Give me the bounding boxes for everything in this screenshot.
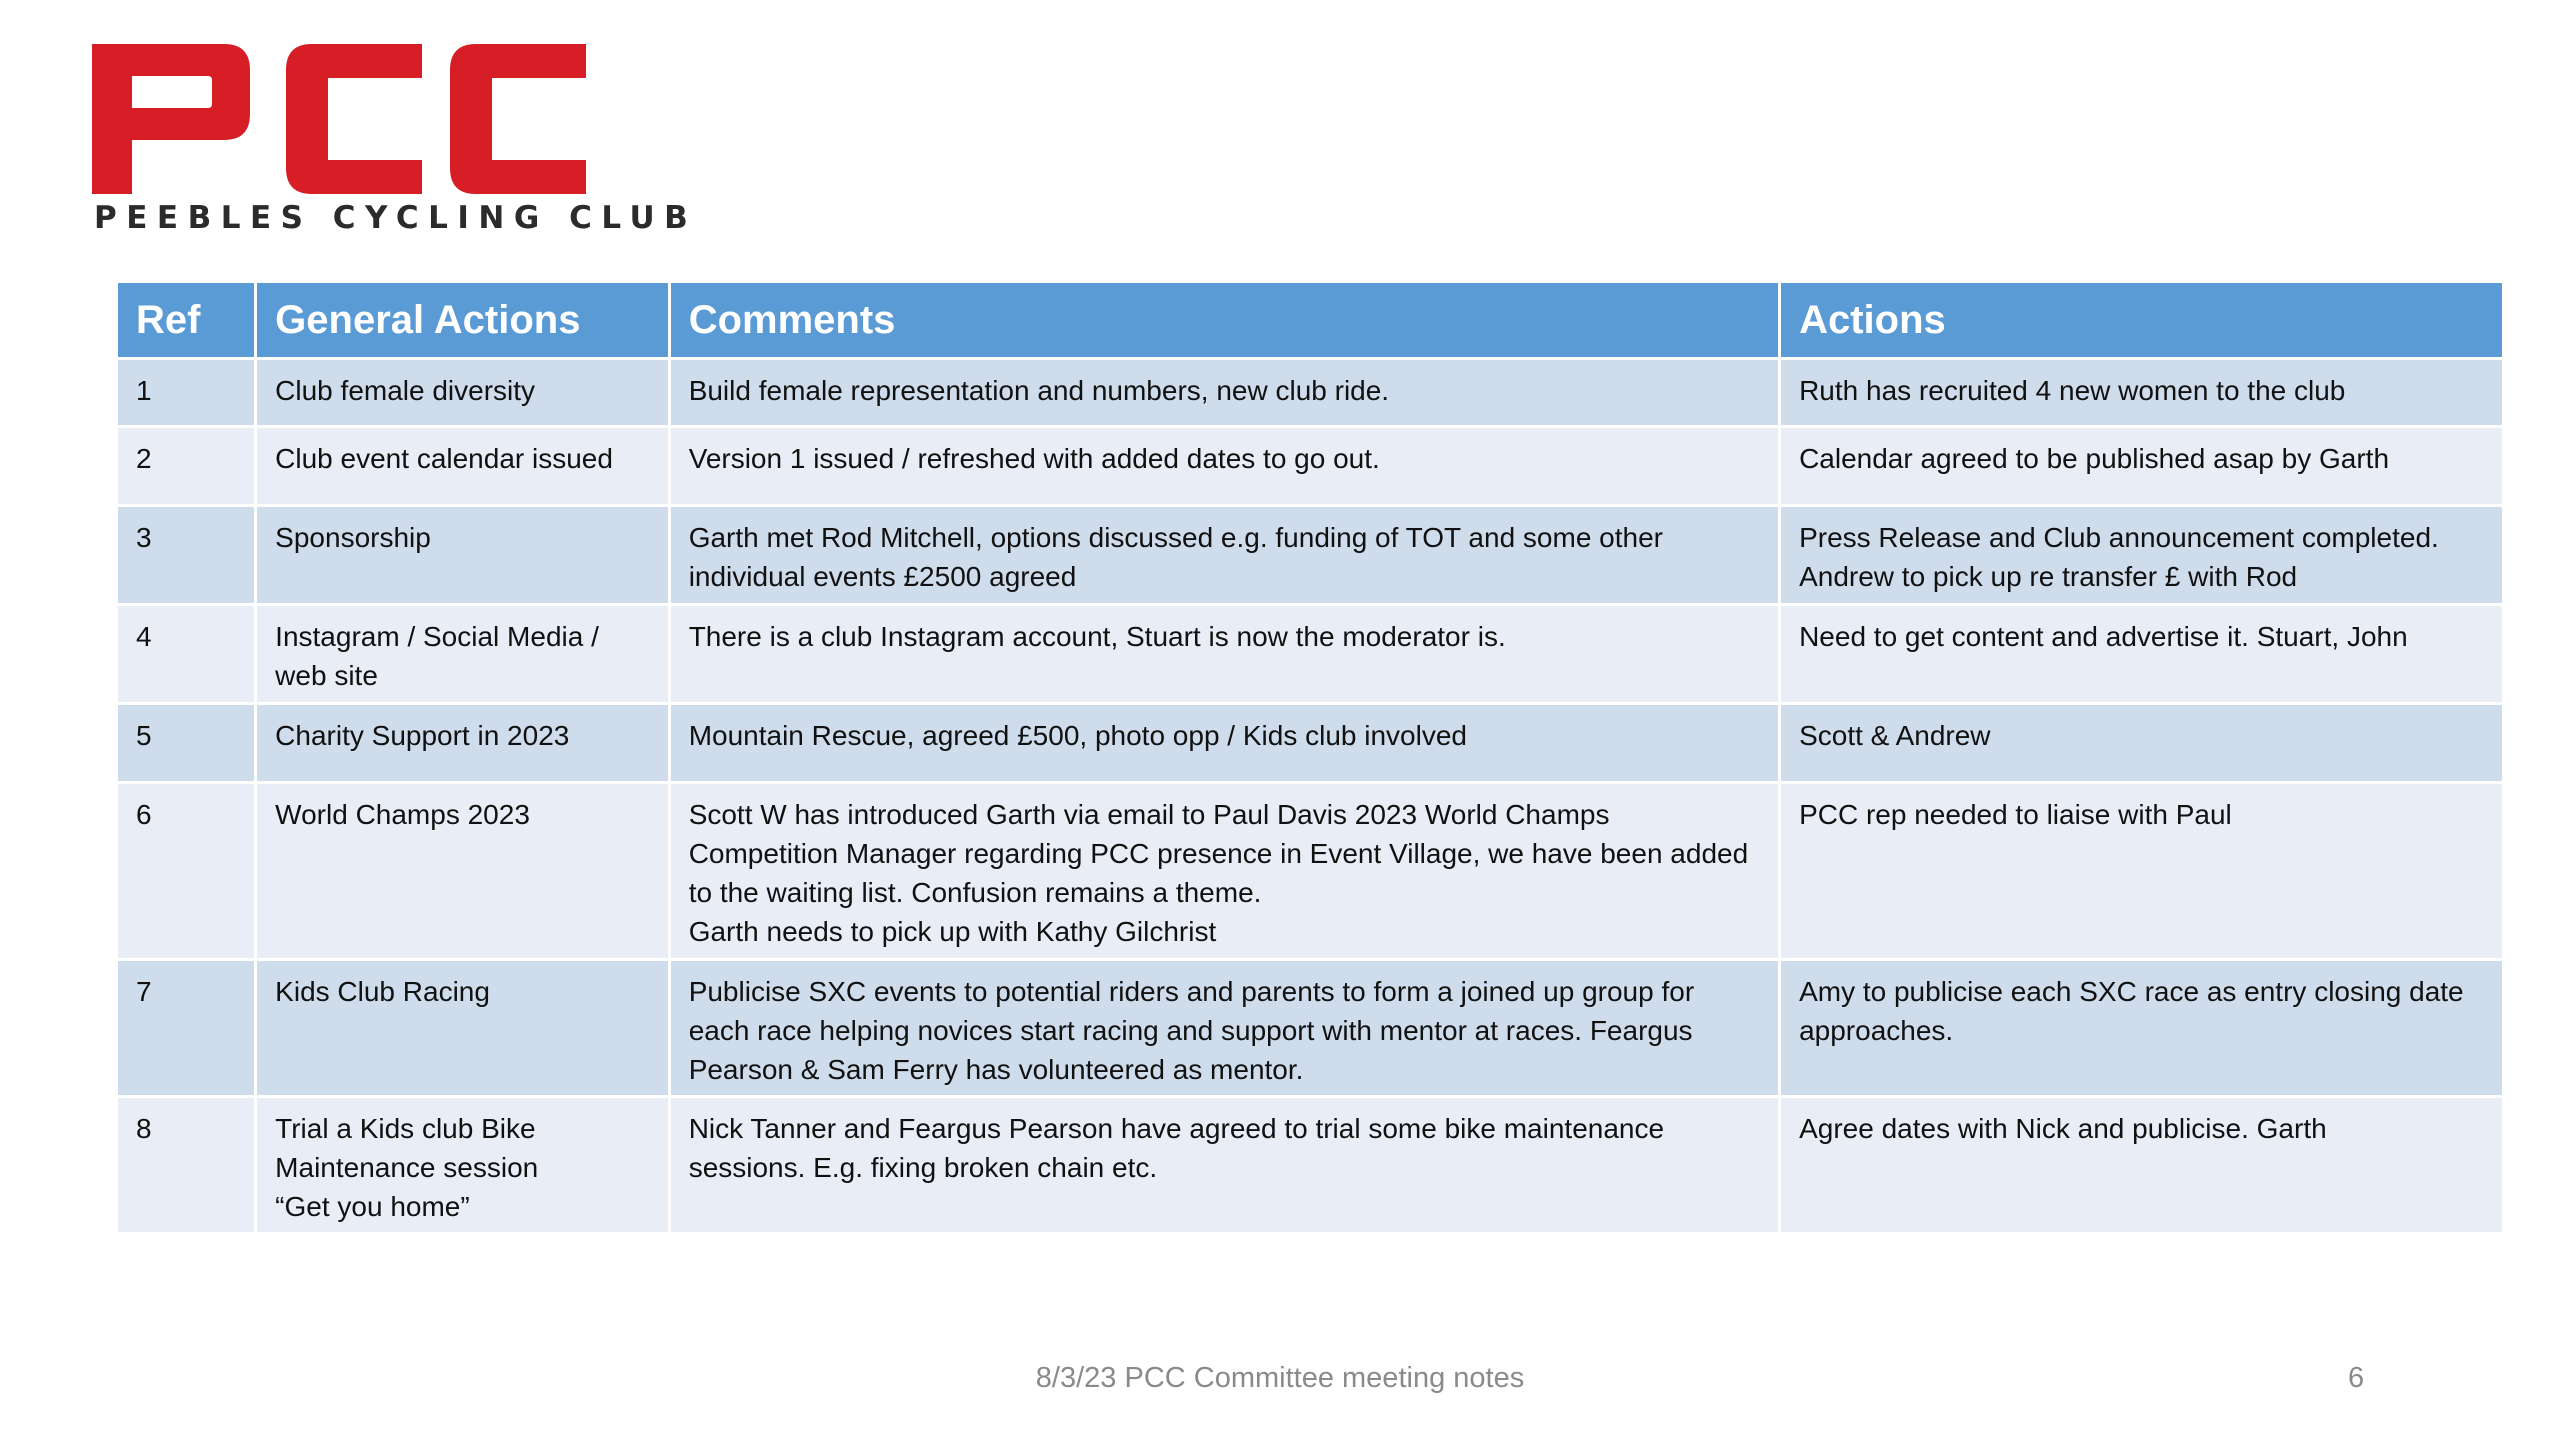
cell-general [257,1098,668,1232]
cell-ref: 7 [118,961,254,1095]
general-text: Trial a Kids club Bike Maintenance session [275,1113,539,1183]
cell-ref: 4 [118,606,254,702]
table-row [118,1098,2502,1232]
cell-comments: Garth met Rod Mitchell, options discussed e.g. funding of TOT and some other individual events £2500 agreed [671,507,1778,603]
cell-ref: 8 [118,1098,254,1232]
cell-general: Club event calendar issued [257,428,668,504]
cell-comments: Version 1 issued / refreshed with added dates to go out. [671,428,1778,504]
general-text-extra: “Get you home” [275,1191,470,1222]
cell-actions: Agree dates with Nick and publicise. Garth [1781,1098,2502,1232]
footer-meeting-note: 8/3/23 PCC Committee meeting notes [1035,1362,1525,1394]
cell-comments: Mountain Rescue, agreed £500, photo opp / Kids club involved [671,705,1778,781]
comments-text: Scott W has introduced Garth via email to Paul Davis 2023 World Champs Competition Manager regarding PCC presence in Event Village, we have been added to the waiting list. Confusion remains a theme. [688,799,1749,908]
cell-general: Kids Club Racing [257,961,668,1095]
table-row [118,705,2502,781]
cell-actions: Ruth has recruited 4 new women to the club [1781,360,2502,425]
table-row [118,507,2502,603]
cell-actions: Calendar agreed to be published asap by Garth [1781,428,2502,504]
cell-general: Club female diversity [257,360,668,425]
cell-actions: Scott & Andrew [1781,705,2502,781]
club-logo [92,44,698,236]
cell-ref: 6 [118,784,254,958]
page-number: 6 [2348,1362,2365,1394]
table-row [118,428,2502,504]
table-row [118,961,2502,1095]
cell-general: World Champs 2023 [257,784,668,958]
table-header-row [118,283,2502,357]
pcc-logo-mark [92,44,592,194]
cell-comments: Publicise SXC events to potential riders and parents to form a joined up group for each race helping novices start racing and support with mentor at races. Feargus Pearson & Sam Ferry has volunteered as mentor. [671,961,1778,1095]
cell-ref: 2 [118,428,254,504]
cell-actions: PCC rep needed to liaise with Paul [1781,784,2502,958]
cell-comments: There is a club Instagram account, Stuart is now the moderator is. [671,606,1778,702]
table-row [118,360,2502,425]
actions-table [115,280,2505,1235]
header-general-actions: General Actions [257,283,668,357]
logo-letter-c1 [286,44,422,194]
logo-letter-p [92,44,250,194]
cell-general: Sponsorship [257,507,668,603]
cell-actions: Need to get content and advertise it. Stuart, John [1781,606,2502,702]
cell-ref: 1 [118,360,254,425]
cell-actions: Press Release and Club announcement completed. Andrew to pick up re transfer £ with Rod [1781,507,2502,603]
cell-comments: Build female representation and numbers, new club ride. [671,360,1778,425]
table-row [118,606,2502,702]
cell-comments [671,784,1778,958]
cell-ref: 3 [118,507,254,603]
logo-letter-c2 [450,44,586,194]
header-ref: Ref [118,283,254,357]
header-actions: Actions [1781,283,2502,357]
header-comments: Comments [671,283,1778,357]
comments-text-extra: Garth needs to pick up with Kathy Gilchrist [688,916,1217,947]
cell-comments: Nick Tanner and Feargus Pearson have agreed to trial some bike maintenance sessions. E.g. fixing broken chain etc. [671,1098,1778,1232]
logo-subtitle: PEEBLES CYCLING CLUB [94,200,698,236]
cell-general: Charity Support in 2023 [257,705,668,781]
cell-actions: Amy to publicise each SXC race as entry closing date approaches. [1781,961,2502,1095]
cell-general: Instagram / Social Media / web site [257,606,668,702]
cell-ref: 5 [118,705,254,781]
table-row [118,784,2502,958]
